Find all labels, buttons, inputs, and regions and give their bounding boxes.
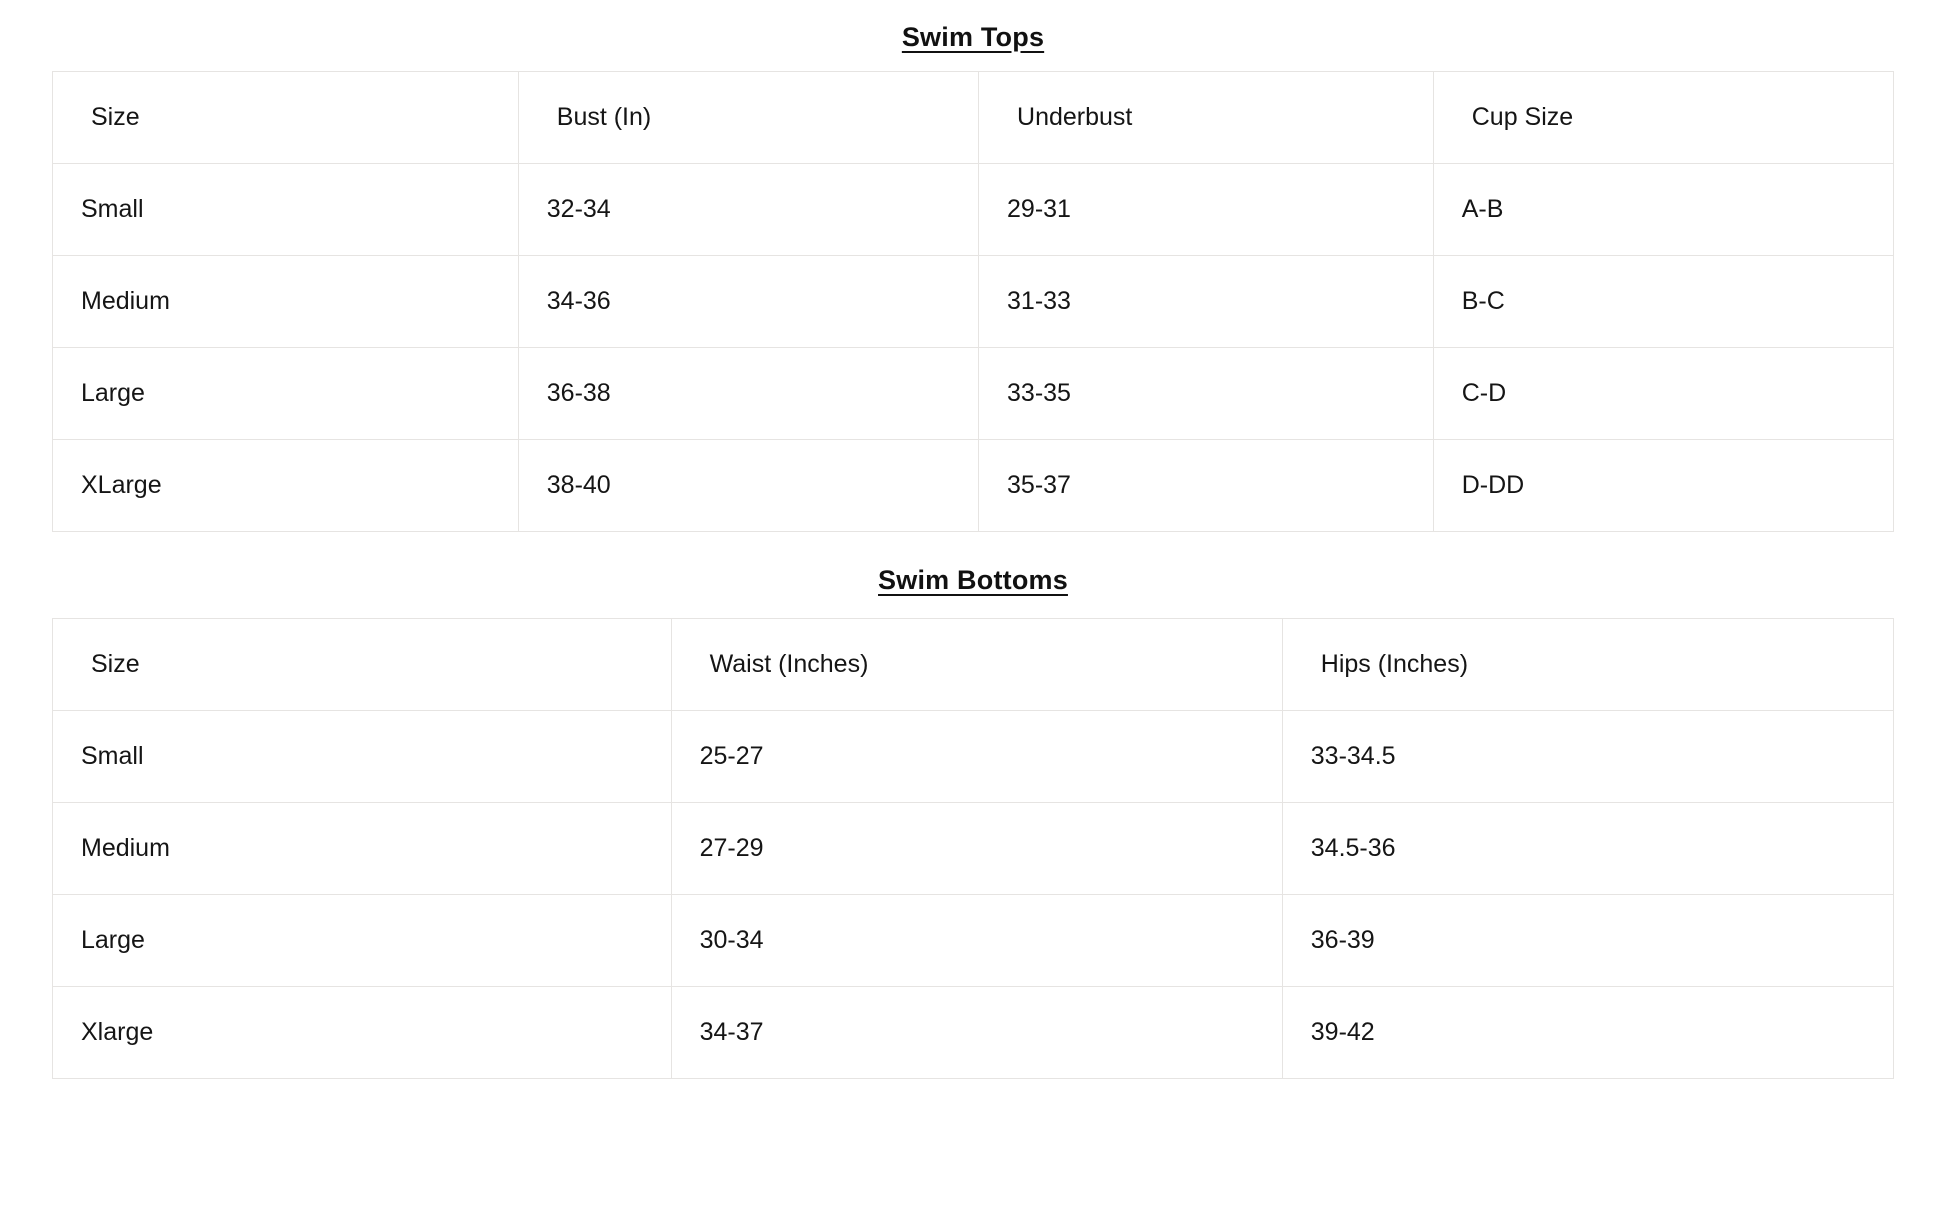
cell-size: Xlarge — [53, 987, 672, 1079]
swim-tops-table — [52, 71, 1894, 532]
column-header-cup-size: Cup Size — [1433, 72, 1893, 164]
cell-waist: 25-27 — [671, 711, 1282, 803]
table-row — [53, 987, 1894, 1079]
column-header-underbust: Underbust — [979, 72, 1434, 164]
swim-tops-table-wrapper — [52, 71, 1894, 532]
swim-bottoms-table — [52, 618, 1894, 1079]
cell-size: XLarge — [53, 440, 519, 532]
cell-waist: 27-29 — [671, 803, 1282, 895]
cell-underbust: 29-31 — [979, 164, 1434, 256]
cell-bust: 34-36 — [518, 256, 978, 348]
cell-underbust: 33-35 — [979, 348, 1434, 440]
cell-hips: 36-39 — [1282, 895, 1893, 987]
cell-waist: 34-37 — [671, 987, 1282, 1079]
cell-underbust: 31-33 — [979, 256, 1434, 348]
cell-cup-size: C-D — [1433, 348, 1893, 440]
cell-cup-size: D-DD — [1433, 440, 1893, 532]
table-row — [53, 711, 1894, 803]
cell-bust: 32-34 — [518, 164, 978, 256]
cell-hips: 34.5-36 — [1282, 803, 1893, 895]
swim-bottoms-table-wrapper — [52, 618, 1894, 1079]
cell-size: Large — [53, 348, 519, 440]
column-header-size: Size — [53, 72, 519, 164]
size-chart-page — [0, 22, 1946, 1208]
swim-bottoms-heading: Swim Bottoms — [878, 565, 1068, 595]
cell-size: Medium — [53, 803, 672, 895]
table-row — [53, 256, 1894, 348]
column-header-hips: Hips (Inches) — [1282, 619, 1893, 711]
column-header-bust: Bust (In) — [518, 72, 978, 164]
table-header-row — [53, 619, 1894, 711]
cell-bust: 36-38 — [518, 348, 978, 440]
cell-size: Small — [53, 164, 519, 256]
table-row — [53, 348, 1894, 440]
cell-waist: 30-34 — [671, 895, 1282, 987]
table-row — [53, 440, 1894, 532]
column-header-waist: Waist (Inches) — [671, 619, 1282, 711]
cell-size: Small — [53, 711, 672, 803]
cell-hips: 33-34.5 — [1282, 711, 1893, 803]
cell-bust: 38-40 — [518, 440, 978, 532]
table-row — [53, 895, 1894, 987]
table-row — [53, 803, 1894, 895]
table-row — [53, 164, 1894, 256]
cell-cup-size: A-B — [1433, 164, 1893, 256]
cell-size: Large — [53, 895, 672, 987]
column-header-size: Size — [53, 619, 672, 711]
cell-hips: 39-42 — [1282, 987, 1893, 1079]
cell-cup-size: B-C — [1433, 256, 1893, 348]
table-header-row — [53, 72, 1894, 164]
cell-underbust: 35-37 — [979, 440, 1434, 532]
swim-tops-heading: Swim Tops — [901, 22, 1045, 52]
cell-size: Medium — [53, 256, 519, 348]
